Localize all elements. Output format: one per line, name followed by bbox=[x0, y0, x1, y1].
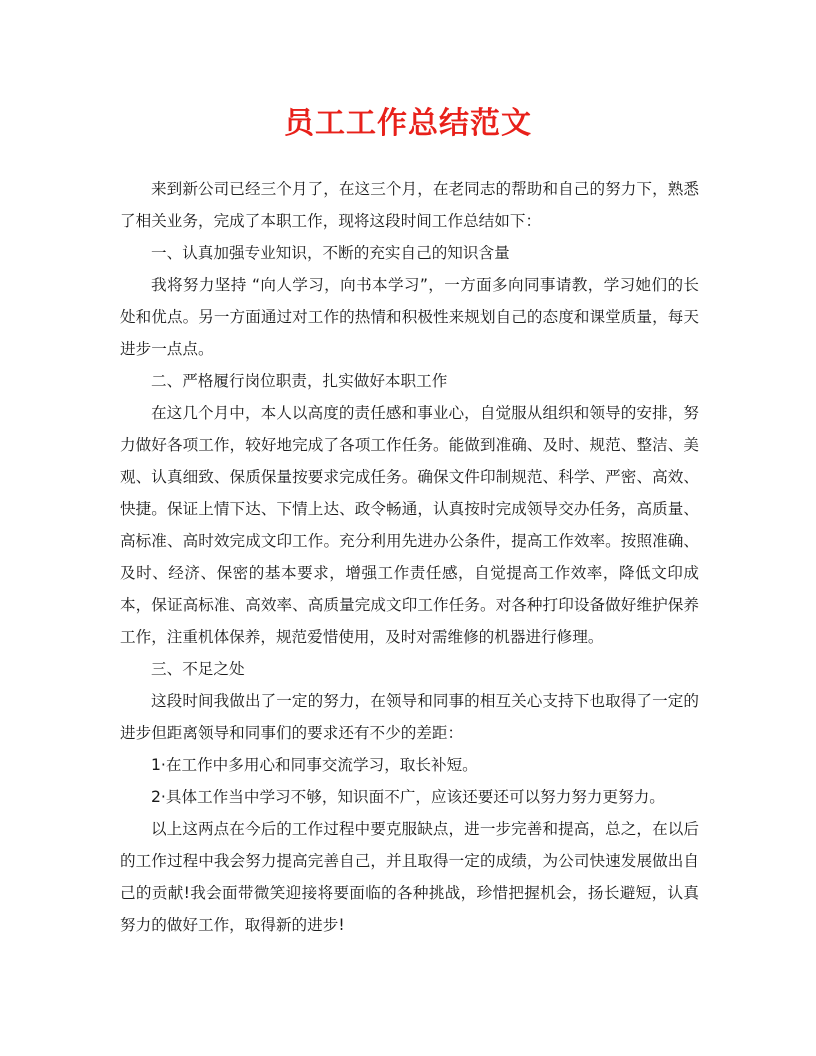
document-title: 员工工作总结范文 bbox=[284, 106, 532, 141]
list-item-1: 1·在工作中多用心和同事交流学习，取长补短。 bbox=[151, 756, 478, 774]
paragraph-section-1: 我将努力坚持 “向人学习，向书本学习”，一方面多向同事请教，学习她们的长处和优点。另一方面通过对工作的热情和积极性来规划自己的态度和课堂质量，每天进步一点点。 bbox=[120, 276, 699, 358]
paragraph-section-3: 这段时间我做出了一定的努力，在领导和同事的相互关心支持下也取得了一定的进步但距离领导和同事们的要求还有不少的差距： bbox=[120, 692, 699, 742]
section-heading-1: 一、认真加强专业知识，不断的充实自己的知识含量 bbox=[151, 244, 510, 262]
list-item-2: 2·具体工作当中学习不够，知识面不广，应该还要还可以努力努力更努力。 bbox=[151, 788, 665, 806]
paragraph-conclusion: 以上这两点在今后的工作过程中要克服缺点，进一步完善和提高，总之，在以后的工作过程中我会努力提高完善自己，并且取得一定的成绩，为公司快速发展做出自己的贡献!我会面带微笑迎接将要面临的各种挑战，珍惜把握机会，扬长避短，认真努力的做好工作，取得新的进步! bbox=[120, 820, 699, 934]
document-body bbox=[120, 173, 699, 941]
paragraph-section-2: 在这几个月中，本人以高度的责任感和事业心，自觉服从组织和领导的安排，努力做好各项工作，较好地完成了各项工作任务。能做到准确、及时、规范、整洁、美观、认真细致、保质保量按要求完成任务。确保文件印制规范、科学、严密、高效、快捷。保证上情下达、下情上达、政令畅通，认真按时完成领导交办任务，高质量、高标准、高时效完成文印工作。充分利用先进办公条件，提高工作效率。按照准确、及时、经济、保密的基本要求，增强工作责任感，自觉提高工作效率，降低文印成本，保证高标准、高效率、高质量完成文印工作任务。对各种打印设备做好维护保养工作，注重机体保养，规范爱惜使用，及时对需维修的机器进行修理。 bbox=[120, 404, 699, 646]
section-heading-3: 三、不足之处 bbox=[151, 660, 245, 678]
section-heading-2: 二、严格履行岗位职责，扎实做好本职工作 bbox=[151, 372, 448, 390]
paragraph-intro: 来到新公司已经三个月了，在这三个月，在老同志的帮助和自己的努力下，熟悉了相关业务，完成了本职工作，现将这段时间工作总结如下： bbox=[120, 180, 699, 230]
